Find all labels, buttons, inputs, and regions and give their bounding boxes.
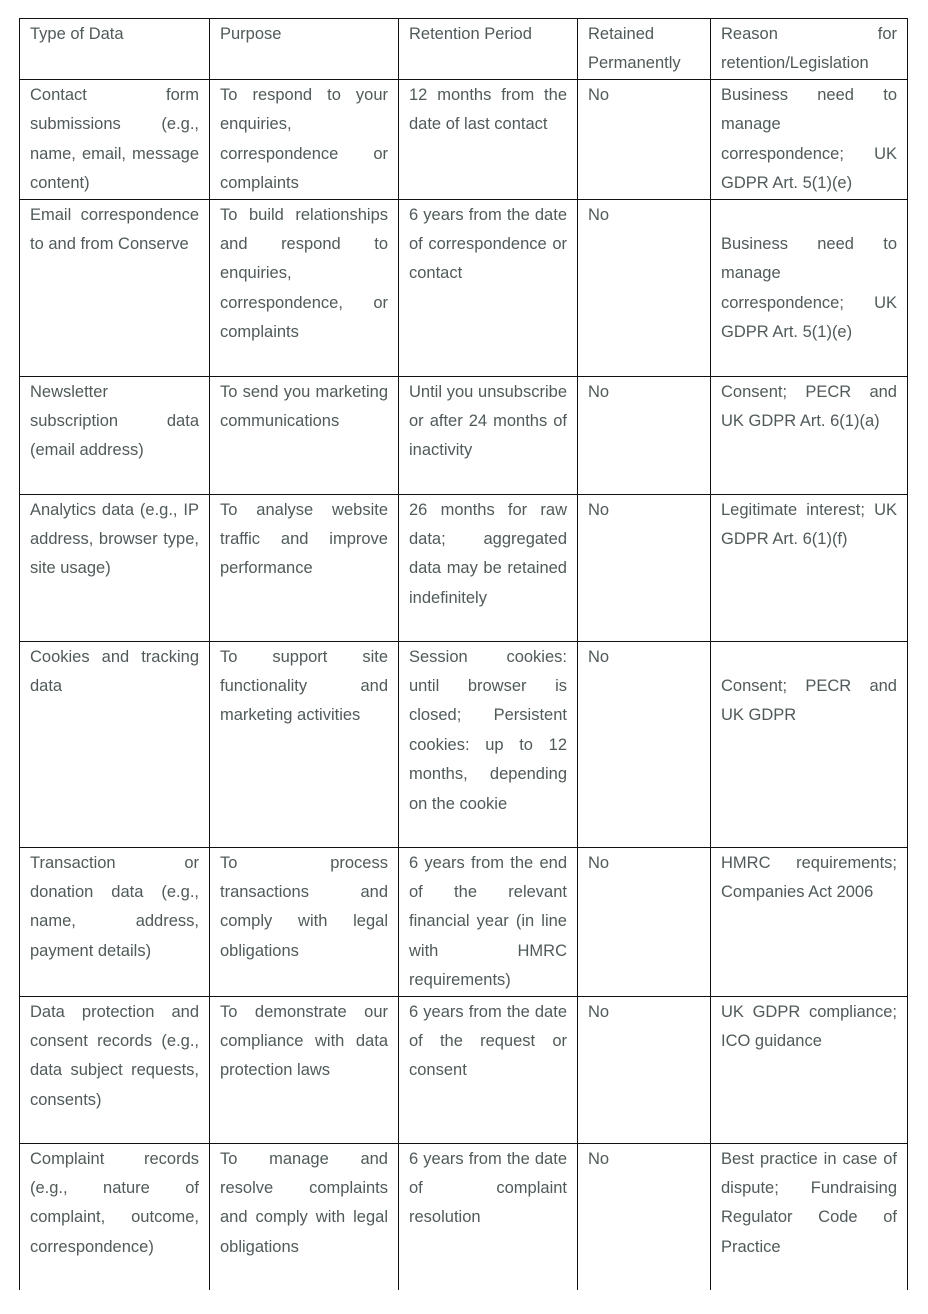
cell-permanent: No (578, 199, 711, 376)
cell-purpose: To respond to your enquiries, correspondence or complaints (210, 80, 399, 200)
cell-reason: HMRC requirements; Companies Act 2006 (711, 847, 908, 996)
cell-retention: 6 years from the date of correspondence or contact (399, 199, 578, 376)
cell-retention: Until you unsubscribe or after 24 months of inactivity (399, 376, 578, 494)
cell-retention: Session cookies: until browser is closed; Persistent cookies: up to 12 months, depending on the cookie (399, 641, 578, 847)
cell-purpose: To send you marketing communications (210, 376, 399, 494)
table-row (20, 494, 908, 641)
cell-reason: Best practice in case of dispute; Fundraising Regulator Code of Practice (711, 1143, 908, 1290)
cell-type: Complaint records (e.g., nature of complaint, outcome, correspondence) (20, 1143, 210, 1290)
header-retention-period: Retention Period (399, 19, 578, 80)
spacer (721, 643, 897, 672)
cell-retention: 26 months for raw data; aggregated data may be retained indefinitely (399, 494, 578, 641)
cell-reason: Business need to manage correspondence; UK GDPR Art. 5(1)(e) (711, 80, 908, 200)
cell-retention: 6 years from the date of the request or consent (399, 996, 578, 1143)
header-retained-permanently: Retained Permanently (578, 19, 711, 80)
cell-permanent: No (578, 80, 711, 200)
cell-permanent: No (578, 847, 711, 996)
cell-reason: UK GDPR compliance; ICO guidance (711, 996, 908, 1143)
table-row (20, 80, 908, 200)
cell-type: Transaction or donation data (e.g., name, address, payment details) (20, 847, 210, 996)
cell-reason: Legitimate interest; UK GDPR Art. 6(1)(f) (711, 494, 908, 641)
table-header-row (20, 19, 908, 80)
table-row (20, 996, 908, 1143)
table-row (20, 1143, 908, 1290)
cell-type: Cookies and tracking data (20, 641, 210, 847)
cell-type: Newsletter subscription data (email address) (20, 376, 210, 494)
header-purpose: Purpose (210, 19, 399, 80)
cell-type: Contact form submissions (e.g., name, email, message content) (20, 80, 210, 200)
cell-purpose: To support site functionality and marketing activities (210, 641, 399, 847)
spacer (721, 201, 897, 230)
table-row (20, 641, 908, 847)
cell-purpose: To manage and resolve complaints and comply with legal obligations (210, 1143, 399, 1290)
cell-permanent: No (578, 376, 711, 494)
cell-purpose: To process transactions and comply with legal obligations (210, 847, 399, 996)
cell-purpose: To build relationships and respond to enquiries, correspondence, or complaints (210, 199, 399, 376)
cell-retention: 6 years from the end of the relevant financial year (in line with HMRC requirements) (399, 847, 578, 996)
cell-purpose: To demonstrate our compliance with data protection laws (210, 996, 399, 1143)
cell-purpose: To analyse website traffic and improve performance (210, 494, 399, 641)
header-reason: Reason for retention/Legislation (711, 19, 908, 80)
cell-type: Analytics data (e.g., IP address, browser type, site usage) (20, 494, 210, 641)
header-type-of-data: Type of Data (20, 19, 210, 80)
cell-permanent: No (578, 494, 711, 641)
table-row (20, 199, 908, 376)
cell-permanent: No (578, 1143, 711, 1290)
table-row (20, 847, 908, 996)
cell-reason: Business need to manage correspondence; UK GDPR Art. 5(1)(e) (721, 235, 897, 342)
data-retention-table (19, 18, 908, 1290)
cell-permanent: No (578, 641, 711, 847)
cell-permanent: No (578, 996, 711, 1143)
cell-reason: Consent; PECR and UK GDPR Art. 6(1)(a) (711, 376, 908, 494)
cell-type: Email correspondence to and from Conserve (20, 199, 210, 376)
cell-reason-container (711, 641, 908, 847)
cell-reason: Consent; PECR and UK GDPR (721, 677, 897, 725)
cell-retention: 12 months from the date of last contact (399, 80, 578, 200)
cell-retention: 6 years from the date of complaint resolution (399, 1143, 578, 1290)
cell-type: Data protection and consent records (e.g., data subject requests, consents) (20, 996, 210, 1143)
cell-reason-container (711, 199, 908, 376)
table-row (20, 376, 908, 494)
